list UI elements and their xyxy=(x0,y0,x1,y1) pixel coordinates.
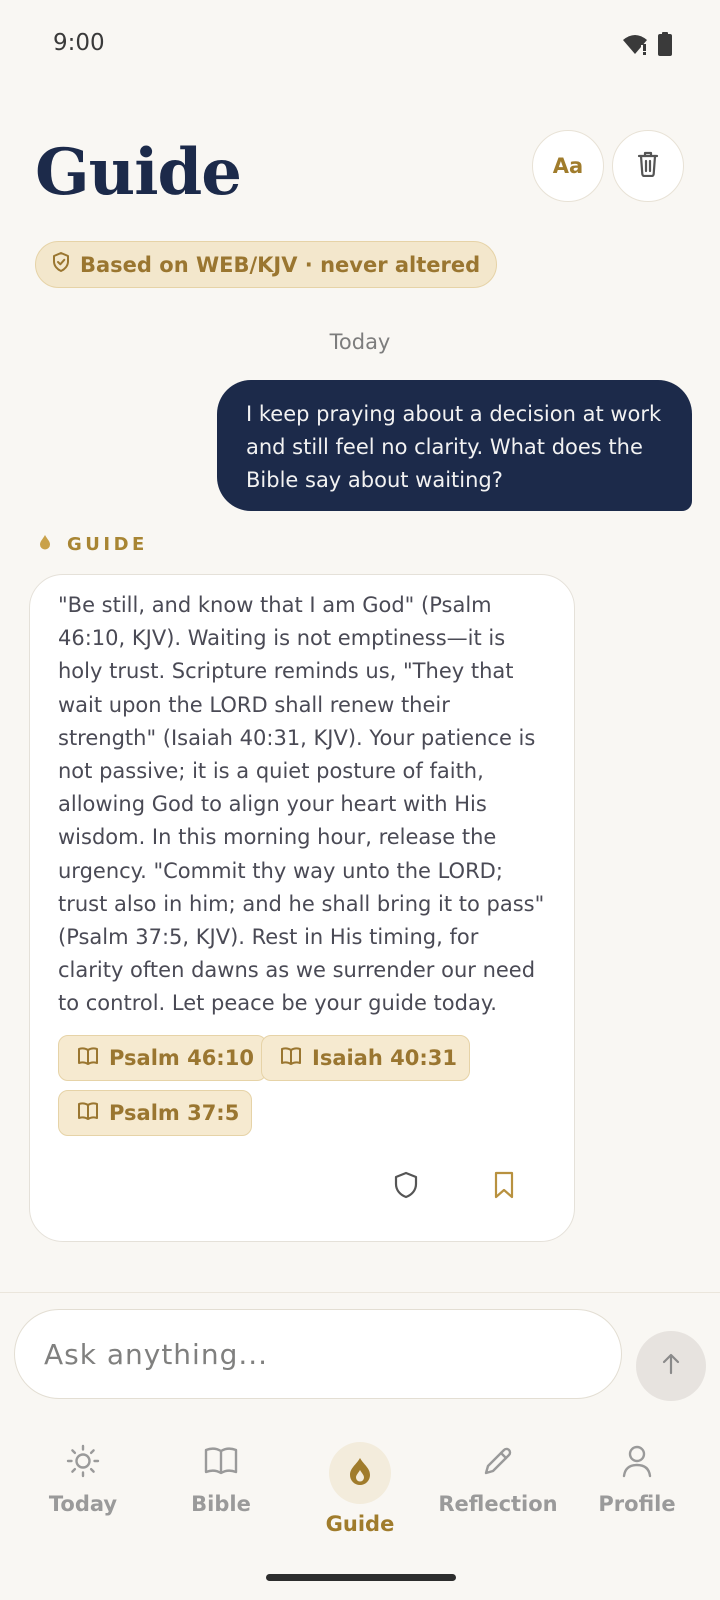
book-icon xyxy=(204,1430,238,1492)
status-bar xyxy=(0,0,720,90)
nav-item-profile[interactable] xyxy=(567,1430,707,1540)
reference-chip-label: Psalm 46:10 xyxy=(109,1046,254,1070)
shield-check-icon xyxy=(52,252,70,277)
nav-item-bible[interactable] xyxy=(151,1430,291,1540)
reference-chip-label: Psalm 37:5 xyxy=(109,1101,240,1125)
ask-input[interactable] xyxy=(14,1309,622,1399)
reference-chip-label: Isaiah 40:31 xyxy=(312,1046,457,1070)
pencil-icon xyxy=(482,1430,514,1492)
reference-chip-psalm-46-10[interactable] xyxy=(58,1035,267,1081)
sun-icon xyxy=(65,1430,101,1492)
bookmark-button[interactable] xyxy=(484,1167,524,1207)
book-icon xyxy=(280,1046,302,1071)
nav-label: Guide xyxy=(325,1512,395,1536)
reference-chip-psalm-37-5[interactable] xyxy=(58,1090,252,1136)
composer xyxy=(0,1292,720,1422)
book-icon xyxy=(77,1046,99,1071)
nav-label: Bible xyxy=(191,1492,251,1516)
guide-message-card xyxy=(29,574,575,1242)
font-size-label: Aa xyxy=(552,154,584,178)
guide-sender-name: GUIDE xyxy=(67,534,148,555)
book-icon xyxy=(77,1101,99,1126)
guide-message-text: "Be still, and know that I am God" (Psalm 46:10, KJV). Waiting is not emptiness—it is holy trust. Scripture reminds us, "They that wait upon the LORD shall renew their strength" (Isaiah 40:31, KJV). Your patience is not passive; it is a quiet posture of faith, allowing God to align your heart with His wisdom. In this morning hour, release the urgency. "Commit thy way unto the LORD; trust also in him; and he shall bring it to pass" (Psalm 37:5, KJV). Rest in His timing, for clarity often dawns as we surrender our need to control. Let peace be your guide today. xyxy=(58,593,545,1016)
wifi-icon xyxy=(622,33,648,59)
page-title: Guide xyxy=(35,135,241,210)
status-time: 9:00 xyxy=(53,30,105,56)
user-message: I keep praying about a decision at work and still feel no clarity. What does the Bible say about waiting? xyxy=(217,380,692,511)
trash-icon xyxy=(637,151,659,181)
nav-item-guide[interactable] xyxy=(290,1430,430,1540)
status-icons xyxy=(622,32,672,60)
nav-label: Reflection xyxy=(438,1492,558,1516)
bookmark-icon xyxy=(494,1171,514,1203)
arrow-up-icon xyxy=(661,1353,681,1379)
source-badge-text: Based on WEB/KJV · never altered xyxy=(80,252,481,277)
nav-active-indicator xyxy=(329,1442,391,1504)
flame-icon xyxy=(348,1456,372,1490)
nav-label: Today xyxy=(48,1492,118,1516)
font-size-button[interactable] xyxy=(532,130,604,202)
reference-chip-isaiah-40-31[interactable] xyxy=(261,1035,470,1081)
home-indicator[interactable] xyxy=(266,1574,456,1581)
guide-sender-label xyxy=(39,534,148,555)
nav-item-reflection[interactable] xyxy=(428,1430,568,1540)
date-divider: Today xyxy=(329,330,391,354)
bottom-nav xyxy=(0,1430,720,1540)
verify-button[interactable] xyxy=(386,1167,426,1207)
source-badge xyxy=(35,241,497,288)
send-button[interactable] xyxy=(636,1331,706,1401)
person-icon xyxy=(622,1430,652,1492)
clear-chat-button[interactable] xyxy=(612,130,684,202)
nav-label: Profile xyxy=(598,1492,676,1516)
battery-icon xyxy=(658,32,672,60)
shield-icon xyxy=(394,1171,418,1203)
nav-item-today[interactable] xyxy=(13,1430,153,1540)
flame-icon xyxy=(39,534,51,555)
